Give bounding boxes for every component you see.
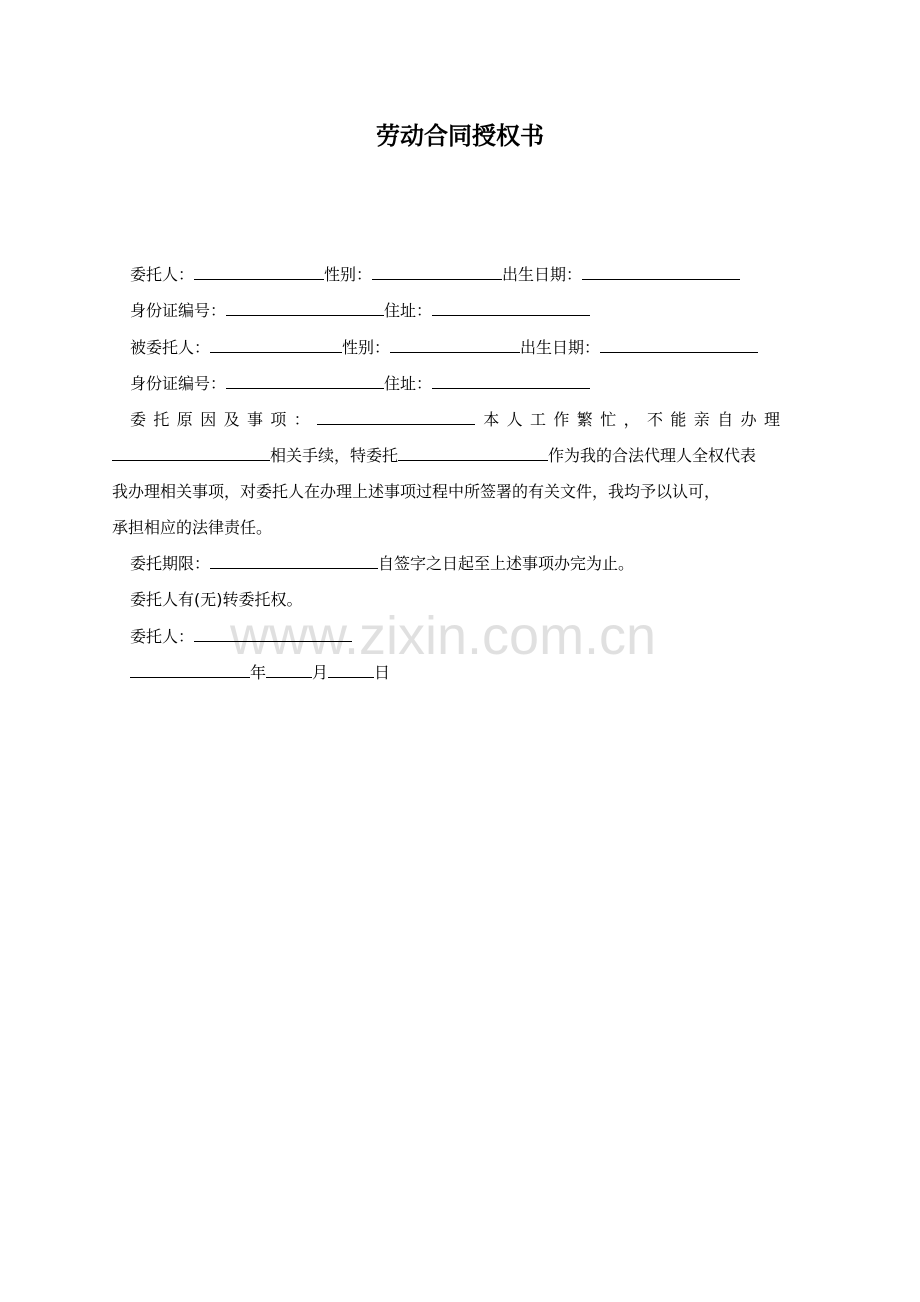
procedure-blank <box>112 445 270 461</box>
reason-blank <box>317 409 475 425</box>
year-label: 年 <box>250 663 267 682</box>
document-title: 劳动合同授权书 <box>376 122 544 150</box>
principal-gender-blank <box>372 264 502 280</box>
agent-role-text: 作为我的合法代理人全权代表 <box>548 446 757 465</box>
principal-address-label: 住址： <box>384 301 433 320</box>
signature-line <box>130 626 352 648</box>
principal-birthdate-blank <box>582 264 740 280</box>
agent-id-label: 身份证编号： <box>130 374 227 393</box>
watermark-text: www.zixin.com.cn <box>230 606 657 666</box>
principal-id-blank <box>226 300 384 316</box>
agent-info-line <box>130 337 758 359</box>
agent-gender-label: 性别： <box>342 338 391 357</box>
term-blank <box>210 553 378 569</box>
agent-birthdate-blank <box>600 337 758 353</box>
signature-label: 委托人： <box>130 627 195 646</box>
agent-label: 被委托人： <box>130 338 211 357</box>
principal-gender-label: 性别： <box>324 265 373 284</box>
procedure-text: 相关手续，特委托 <box>270 446 399 465</box>
year-blank <box>130 662 250 678</box>
reason-label: 委托原因及事项： <box>130 410 318 429</box>
principal-id-label: 身份证编号： <box>130 301 227 320</box>
reason-text: 本人工作繁忙，不能亲自办理 <box>483 410 788 429</box>
body-text-line: 我办理相关事项，对委托人在办理上述事项过程中所签署的有关文件，我均予以认可， <box>112 482 721 501</box>
signature-blank <box>194 626 352 642</box>
agent-birthdate-label: 出生日期： <box>520 338 601 357</box>
agent-address-label: 住址： <box>384 374 433 393</box>
procedure-line <box>112 445 756 467</box>
agent-name-blank <box>210 337 342 353</box>
agent-id-blank <box>226 373 384 389</box>
reason-line <box>130 409 787 431</box>
body-text-line: 承担相应的法律责任。 <box>112 518 273 537</box>
agent-name-blank-2 <box>398 445 548 461</box>
principal-name-blank <box>194 264 324 280</box>
date-line <box>130 662 390 684</box>
agent-gender-blank <box>390 337 520 353</box>
month-blank <box>266 662 312 678</box>
term-text: 自签字之日起至上述事项办完为止。 <box>378 554 635 573</box>
principal-label: 委托人： <box>130 265 195 284</box>
day-blank <box>328 662 374 678</box>
principal-birthdate-label: 出生日期： <box>502 265 583 284</box>
principal-info-line <box>130 264 740 286</box>
principal-address-blank <box>432 300 590 316</box>
principal-id-line <box>130 300 590 322</box>
agent-address-blank <box>432 373 590 389</box>
term-line <box>130 553 634 575</box>
agent-id-line <box>130 373 590 395</box>
subdelegation-line: 委托人有(无)转委托权。 <box>130 590 303 609</box>
month-label: 月 <box>312 663 329 682</box>
day-label: 日 <box>374 663 391 682</box>
term-label: 委托期限： <box>130 554 211 573</box>
